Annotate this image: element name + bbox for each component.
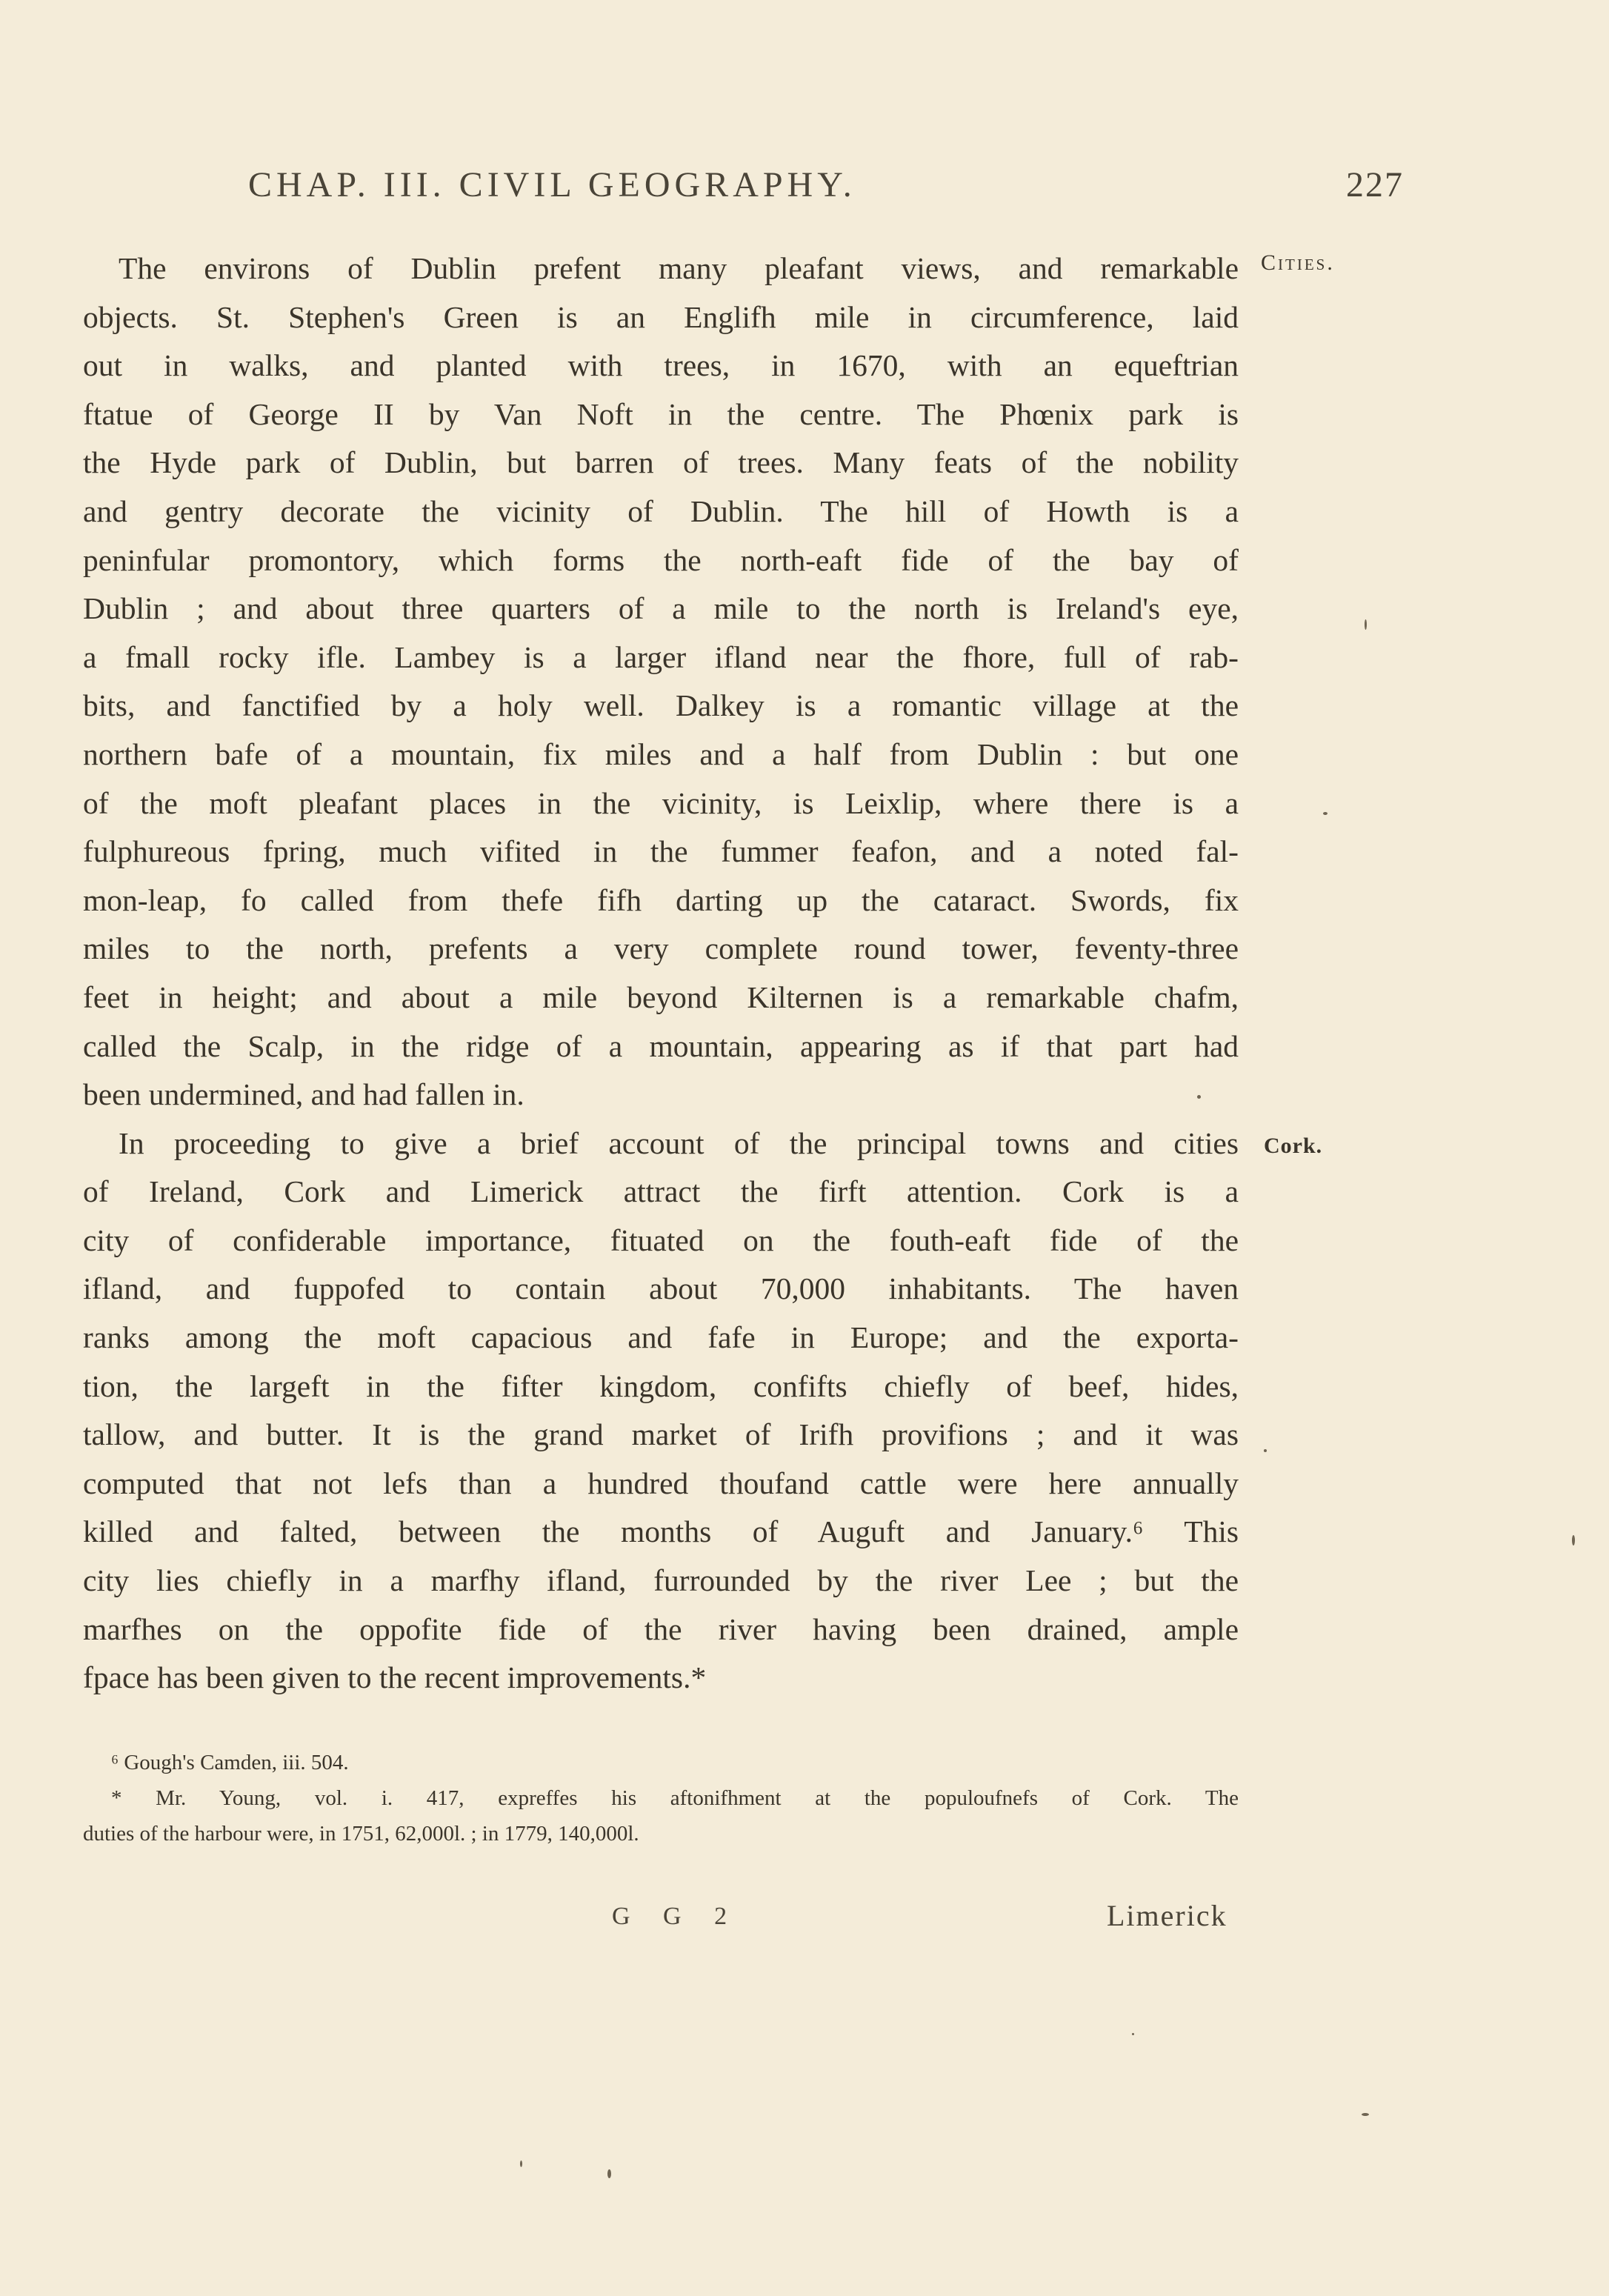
ink-speck xyxy=(1572,1535,1575,1545)
text-line: bits, and fanctified by a holy well. Dalkey is a romantic village at the xyxy=(83,688,1239,723)
text-line: called the Scalp, in the ridge of a mountain, appearing as if that part had xyxy=(83,1028,1239,1063)
text-line: city lies chiefly in a marfhy ifland, furrounded by the river Lee ; but the xyxy=(83,1563,1239,1598)
catchword: Limerick xyxy=(1107,1899,1227,1932)
text-line: Dublin ; and about three quarters of a mile to the north is Ireland's eye, xyxy=(83,591,1239,626)
text-line: fulphureous fpring, much vifited in the fummer feafon, and a noted fal- xyxy=(83,834,1239,869)
text-line: ranks among the moft capacious and fafe in Europe; and the exporta- xyxy=(83,1320,1239,1355)
main-text xyxy=(83,244,1239,1703)
text-line: computed that not lefs than a hundred thoufand cattle were here annually xyxy=(83,1465,1239,1500)
ink-speck xyxy=(520,2160,522,2167)
text-line: killed and falted, between the months of Auguft and January.⁶ This xyxy=(83,1514,1239,1549)
page-number: 227 xyxy=(1346,165,1404,204)
ink-speck xyxy=(1197,1095,1201,1099)
footnotes xyxy=(83,1745,1239,1851)
text-line: city of confiderable importance, fituated on the fouth-eaft fide of the xyxy=(83,1222,1239,1257)
text-line: been undermined, and had fallen in. xyxy=(83,1077,524,1112)
text-line: and gentry decorate the vicinity of Dublin. The hill of Howth is a xyxy=(83,493,1239,528)
text-line: mon-leap, fo called from thefe fifh darting up the cataract. Swords, fix xyxy=(83,882,1239,917)
ink-speck xyxy=(1323,812,1327,815)
text-line: a fmall rocky ifle. Lambey is a larger ifland near the fhore, full of rab- xyxy=(83,639,1239,674)
text-line: objects. St. Stephen's Green is an Englifh mile in circumference, laid xyxy=(83,299,1239,334)
sidenote-cork: Cork. xyxy=(1264,1134,1323,1158)
running-title: CHAP. III. CIVIL GEOGRAPHY. xyxy=(248,165,856,204)
text-line: miles to the north, prefents a very complete round tower, feventy-three xyxy=(83,931,1239,966)
text-line: ifland, and fuppofed to contain about 70,000 inhabitants. The haven xyxy=(83,1271,1239,1306)
page-footer xyxy=(0,1898,1609,1935)
text-line: the Hyde park of Dublin, but barren of trees. Many feats of the nobility xyxy=(83,445,1239,480)
text-line: northern bafe of a mountain, fix miles and a half from Dublin : but one xyxy=(83,736,1239,771)
ink-speck xyxy=(1264,1449,1267,1452)
ink-speck xyxy=(1362,2113,1369,2116)
page-header xyxy=(248,164,1404,209)
text-line: The environs of Dublin prefent many pleafant views, and remarkable xyxy=(119,251,1239,285)
text-line: In proceeding to give a brief account of the principal towns and cities xyxy=(119,1125,1239,1160)
text-line: peninfular promontory, which forms the north-eaft fide of the bay of xyxy=(83,542,1239,577)
text-line: of the moft pleafant places in the vicinity, is Leixlip, where there is a xyxy=(83,785,1239,820)
sidenote-cities: Cities. xyxy=(1261,250,1335,275)
text-line: fpace has been given to the recent improvements.* xyxy=(83,1660,707,1695)
paragraph-environs xyxy=(83,244,1239,1119)
ink-speck xyxy=(1132,2033,1134,2035)
text-line: tion, the largeft in the fifter kingdom, confifts chiefly of beef, hides, xyxy=(83,1368,1239,1403)
text-line: feet in height; and about a mile beyond Kilternen is a remarkable chafm, xyxy=(83,979,1239,1014)
footnote-gough: ⁶ Gough's Camden, iii. 504. xyxy=(111,1751,349,1774)
ink-speck xyxy=(607,2169,611,2178)
text-line: ftatue of George II by Van Noft in the centre. The Phœnix park is xyxy=(83,396,1239,431)
text-line: tallow, and butter. It is the grand market of Irifh provifions ; and it was xyxy=(83,1417,1239,1452)
text-line: out in walks, and planted with trees, in 1670, with an equeftrian xyxy=(83,348,1239,383)
footnote-young-continued: duties of the harbour were, in 1751, 62,000l. ; in 1779, 140,000l. xyxy=(83,1822,639,1846)
text-line: marfhes on the oppofite fide of the river having been drained, ample xyxy=(83,1611,1239,1646)
ink-speck xyxy=(1365,619,1367,630)
signature-mark: G G 2 xyxy=(612,1903,741,1930)
paragraph-cork xyxy=(83,1119,1239,1703)
footnote-young: * Mr. Young, vol. i. 417, expreffes his aftonifhment at the populoufnefs of Cork. The xyxy=(111,1786,1239,1810)
text-line: of Ireland, Cork and Limerick attract the firft attention. Cork is a xyxy=(83,1174,1239,1209)
